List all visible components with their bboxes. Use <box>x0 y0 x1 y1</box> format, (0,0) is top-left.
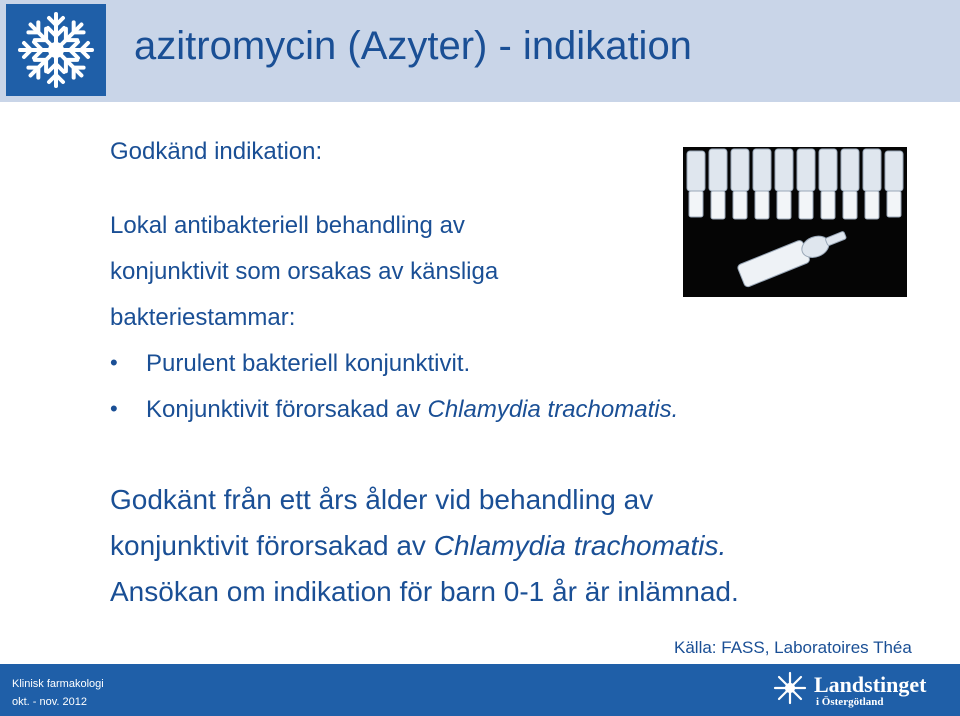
slide-footer <box>0 664 960 716</box>
snowflake-icon <box>14 8 98 92</box>
intro-line-1: Lokal antibakteriell behandling av <box>110 212 465 239</box>
intro-line-2: konjunktivit som orsakas av känsliga <box>110 258 499 285</box>
source-citation: Källa: FASS, Laboratoires Théa <box>674 638 912 657</box>
intro-line-3: bakteriestammar: <box>110 304 296 331</box>
bullet-icon: • <box>110 396 118 421</box>
indication-heading: Godkänd indikation: <box>110 138 323 165</box>
landstinget-emblem-icon <box>772 670 808 706</box>
footer-brand-sub: i Östergötland <box>816 696 884 708</box>
slide-title: azitromycin (Azyter) - indikation <box>134 24 692 68</box>
approval-line-3: Ansökan om indikation för barn 0-1 år är inlämnad. <box>110 576 739 607</box>
approval-line-2-text: konjunktivit förorsakad av <box>110 530 434 561</box>
bullet-item-1-text: Purulent bakteriell konjunktivit. <box>146 350 471 377</box>
footer-department: Klinisk farmakologi <box>12 678 104 690</box>
bullet-item-2 <box>146 396 678 424</box>
footer-brand: Landstinget <box>814 672 927 697</box>
bullet-item-1 <box>146 350 470 378</box>
slide-header <box>0 0 960 102</box>
approval-line-2-italic: Chlamydia trachomatis. <box>433 530 727 561</box>
approval-line-2 <box>110 530 726 562</box>
bullet-icon: • <box>110 350 118 375</box>
approval-line-1: Godkänt från ett års ålder vid behandling av <box>110 484 654 515</box>
bullet-item-2-text: Konjunktivit förorsakad av <box>146 396 428 423</box>
bullet-item-2-italic: Chlamydia trachomatis. <box>427 396 679 423</box>
footer-date: okt. - nov. 2012 <box>12 696 88 708</box>
eye-drop-ampoules-photo <box>683 147 907 297</box>
snowflake-logo <box>6 4 106 96</box>
